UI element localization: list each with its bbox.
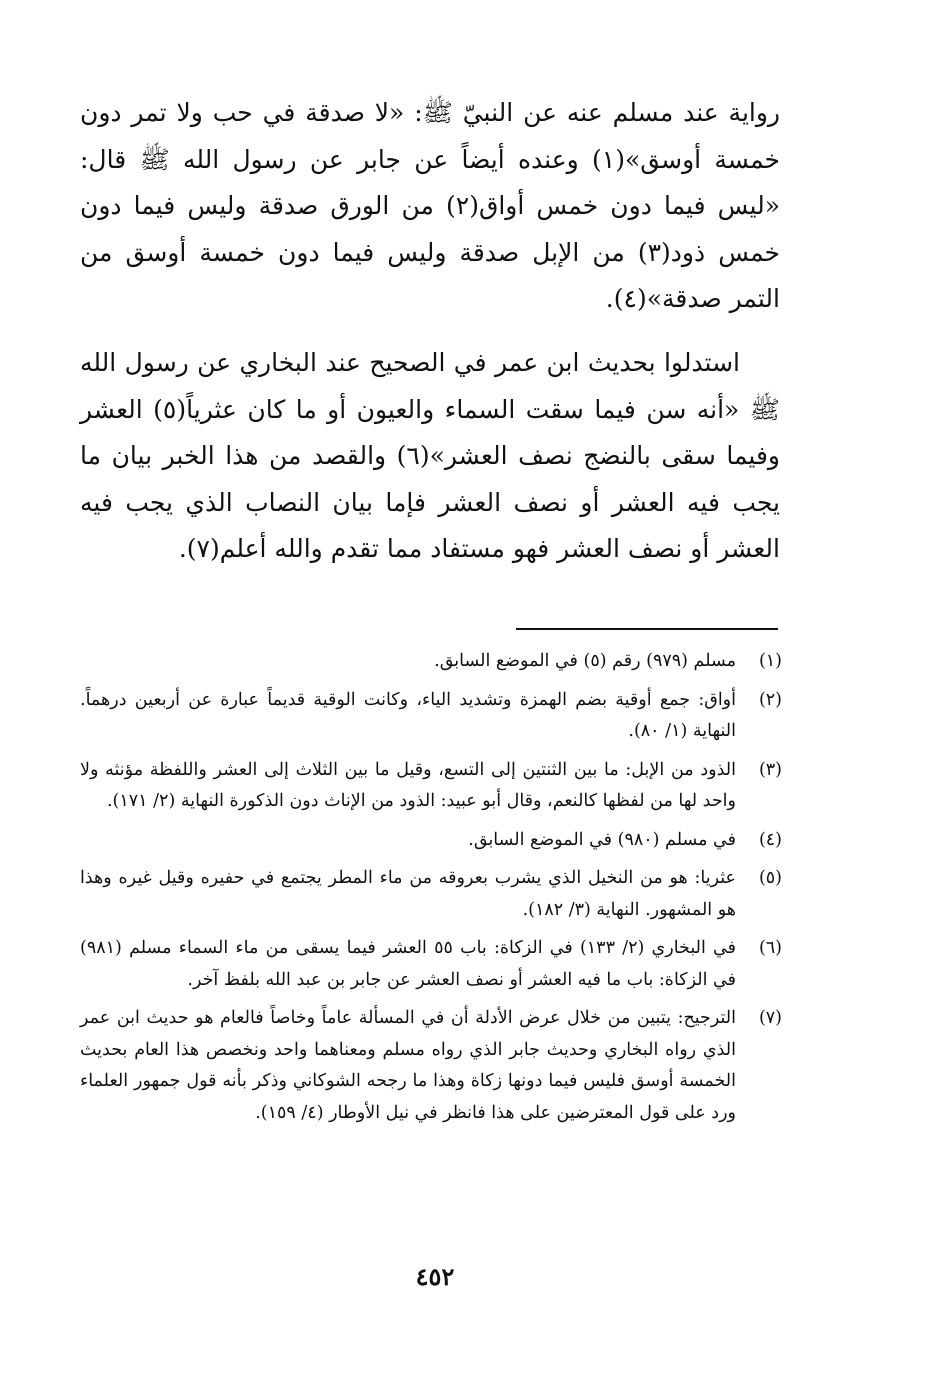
footnote-text: في البخاري (٢/ ١٣٣) في الزكاة: باب ٥٥ العشر فيما يسقى من ماء السماء مسلم (٩٨١) في الزكاة: باب ما فيه العشر أو نصف العشر عن جابر بن عبد الله بلفظ آخر. — [80, 938, 736, 990]
footnote-number: (٤) — [758, 829, 782, 850]
footnote-5 — [80, 863, 782, 926]
footnote-text: في مسلم (٩٨٠) في الموضع السابق. — [468, 829, 736, 850]
body-paragraph-1: رواية عند مسلم عنه عن النبيّ ﷺ: «لا صدقة في حب ولا تمر دون خمسة أوسق»(١) وعنده أيضاً عن جابر عن رسول الله ﷺ قال: «ليس فيما دون خمس أواق(٢) من الورق صدقة وليس فيما دون خمس ذود(٣) من الإبل صدقة وليس فيما دون خمسة أوسق من التمر صدقة»(٤). — [80, 98, 780, 313]
body-paragraph-2: استدلوا بحديث ابن عمر في الصحيح عند البخاري عن رسول الله ﷺ «أنه سن فيما سقت السماء والعيون أو ما كان عثرياً(٥) العشر وفيما سقى بالنضج نصف العشر»(٦) والقصد من هذا الخبر بيان ما يجب فيه العشر أو نصف العشر فإما بيان النصاب الذي يجب فيه العشر أو نصف العشر فهو مستفاد مما تقدم والله أعلم(٧). — [80, 348, 780, 563]
footnotes-list — [80, 646, 782, 1136]
footnote-7 — [80, 1003, 782, 1129]
footnote-number: (٢) — [758, 689, 782, 710]
footnote-2 — [80, 685, 782, 748]
footnote-number: (٥) — [758, 868, 782, 888]
footnote-text: الترجيح: يتبين من خلال عرض الأدلة أن في المسألة عاماً وخاصاً فالعام هو حديث ابن عمر الذي رواه البخاري وحديث جابر الذي رواه مسلم ومعناهما واحد ونخصص هذا العام بحديث الخمسة أوسق فليس فيما دونها زكاة وهذا ما رجحه الشوكاني وذكر بأنه قول جمهور العلماء ورد على قول المعترضين على هذا فانظر في نيل الأوطار (٤/ ١٥٩). — [80, 1008, 736, 1123]
footnote-number: (١) — [758, 651, 782, 671]
page-number: ٤٥٢ — [415, 1262, 455, 1291]
footnote-text: أواق: جمع أوقية بضم الهمزة وتشديد الياء، وكانت الوقية قديماً عبارة عن أربعين درهماً. النهاية (١/ ٨٠). — [80, 689, 736, 741]
footnote-separator — [516, 628, 778, 630]
footnote-3 — [80, 755, 782, 818]
footnote-text: عثريا: هو من النخيل الذي يشرب بعروقه من ماء المطر يجتمع في حفيره وقيل غيره وهذا هو المشهور. النهاية (٣/ ١٨٢). — [80, 868, 736, 920]
footnote-number: (٣) — [758, 759, 782, 780]
footnote-number: (٧) — [758, 1008, 782, 1028]
footnote-text: الذود من الإبل: ما بين الثنتين إلى التسع، وقيل ما بين الثلاث إلى العشر واللفظة مؤنثه ولا واحد لها من لفظها كالنعم، وقال أبو عبيد: الذود من الإناث دون الذكورة النهاية (٢/ ١٧١). — [80, 759, 736, 811]
footnote-text: مسلم (٩٧٩) رقم (٥) في الموضع السابق. — [434, 651, 736, 671]
footnote-number: (٦) — [758, 938, 782, 958]
footnote-4 — [80, 825, 782, 857]
footnote-6 — [80, 933, 782, 996]
footnote-1 — [80, 646, 782, 678]
